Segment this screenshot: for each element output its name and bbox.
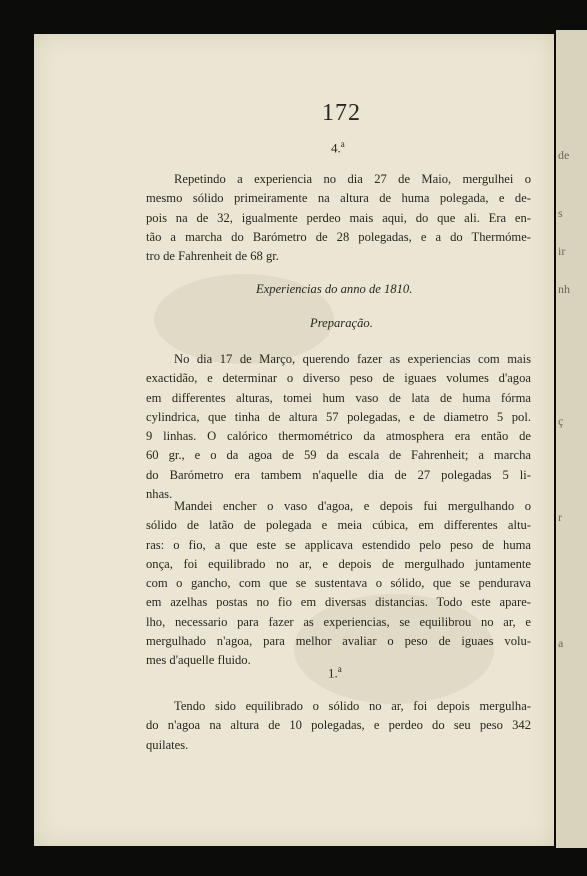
text-line: 9 linhas. O calórico thermométrico da atmosphera era então de bbox=[146, 429, 531, 444]
section-sup: a bbox=[340, 139, 345, 149]
text-line: em differentes alturas, tomei hum vaso de lata de huma fórma bbox=[146, 390, 531, 405]
ghost-text: s bbox=[558, 206, 563, 220]
next-page-edge bbox=[556, 30, 587, 848]
text-line: tão a marcha do Barómetro de 28 polegadas, e a do Thermóme- bbox=[146, 229, 531, 244]
section-number-1 bbox=[328, 664, 342, 681]
section-sup: a bbox=[337, 664, 342, 674]
text-line: lho, necessario para fazer as experiencias, se equilibrou no ar, e bbox=[146, 614, 531, 629]
ghost-text: ir bbox=[558, 244, 566, 258]
text-line: mesmo sólido primeiramente na altura de huma polegada, e de- bbox=[146, 191, 531, 206]
ghost-text: nh bbox=[558, 282, 570, 296]
text-line: do Barómetro era tambem n'aquelle dia de 27 polegadas 5 li- bbox=[146, 467, 531, 482]
text-line: Tendo sido equilibrado o sólido no ar, foi depois mergulha- bbox=[174, 699, 531, 713]
text-line: quilates. bbox=[146, 737, 189, 752]
text-line: sólido de latão de polegada e meia cúbica, em differentes altu- bbox=[146, 518, 531, 533]
text-line: em azelhas postas no fio em diversas distancias. Todo este apare- bbox=[146, 595, 531, 610]
text-line: onça, foi equilibrado no ar, e depois de mergulhado juntamente bbox=[146, 556, 531, 571]
text-line: tro de Fahrenheit de 68 gr. bbox=[146, 249, 279, 264]
text-line: mergulhado n'agoa, para melhor avaliar o peso de iguaes volu- bbox=[146, 634, 531, 649]
paragraph-2 bbox=[146, 350, 531, 504]
paragraph-3 bbox=[146, 497, 531, 671]
ghost-text: a bbox=[558, 636, 564, 650]
paragraph-4 bbox=[146, 697, 531, 755]
text-line: No dia 17 de Março, querendo fazer as experiencias com mais bbox=[174, 352, 531, 366]
ghost-text: ç bbox=[558, 414, 564, 428]
page-number: 172 bbox=[322, 100, 361, 126]
text-line: exactidão, e determinar o diverso peso de iguaes volumes d'agoa bbox=[146, 371, 531, 386]
section-number: 4. bbox=[331, 140, 341, 156]
text-line: Repetindo a experiencia no dia 27 de Maio, mergulhei o bbox=[174, 172, 531, 186]
text-line: cylindrica, que tinha de altura 57 polegadas, e de diametro 5 pol. bbox=[146, 409, 531, 424]
ghost-text: r bbox=[558, 510, 562, 524]
heading-preparacao: Preparação. bbox=[310, 316, 373, 330]
text-line: ras: o fio, a que este se applicava estendido pelo peso de huma bbox=[146, 537, 531, 552]
text-line: pois na de 32, igualmente perdeo mais aqui, do que ali. Era en- bbox=[146, 210, 531, 225]
paragraph-1 bbox=[146, 170, 531, 266]
text-line: Mandei encher o vaso d'agoa, e depois fui mergulhando o bbox=[174, 499, 531, 513]
heading-experiencias: Experiencias do anno de 1810. bbox=[256, 282, 413, 296]
section-number-4 bbox=[331, 139, 345, 156]
text-line: mes d'aquelle fluido. bbox=[146, 653, 251, 668]
ghost-text: de bbox=[558, 148, 570, 162]
text-line: do n'agoa na altura de 10 polegadas, e perdeo do seu peso 342 bbox=[146, 718, 531, 733]
text-line: 60 gr., e o da agoa de 59 da escala de Fahrenheit; a marcha bbox=[146, 448, 531, 463]
section-number: 1. bbox=[328, 665, 338, 681]
text-line: nhas. bbox=[146, 487, 173, 502]
text-line: com o gancho, com que se sustentava o sólido, que se pendurava bbox=[146, 576, 531, 591]
